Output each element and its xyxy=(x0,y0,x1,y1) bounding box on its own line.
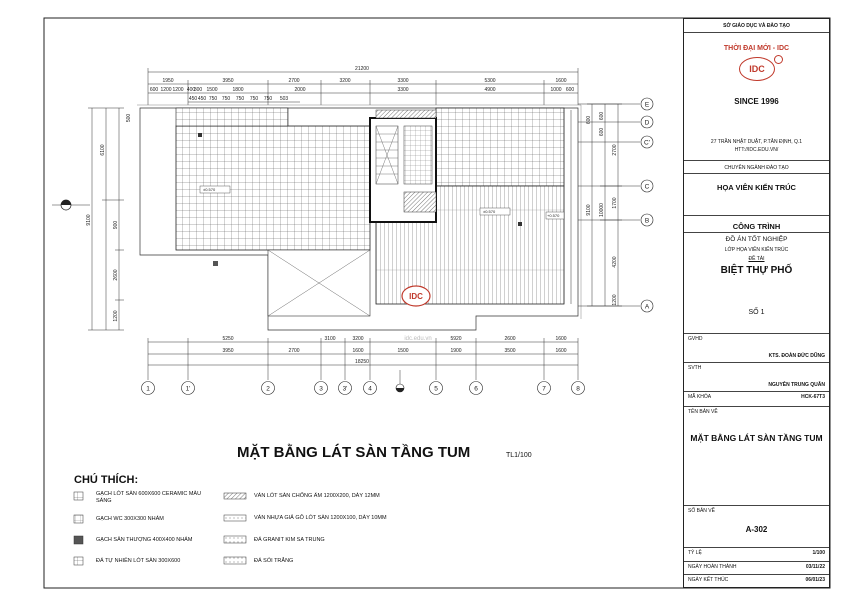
dim-top-r2-1: 600 xyxy=(149,87,159,93)
dim-bot-r2-4: 1500 xyxy=(397,348,409,354)
tb-done: 03/11/22 xyxy=(805,564,825,570)
dim-right-outer: 9100 xyxy=(586,204,592,216)
legend-item-3: GẠCH SÂN THƯỢNG 400X400 NHÁM xyxy=(96,537,193,543)
grid-col-6: 6 xyxy=(474,385,478,393)
dim-top-r2-12: 600 xyxy=(565,87,575,93)
grid-row-c-prime: C' xyxy=(644,139,650,147)
grid-col-3-prime: 3' xyxy=(342,385,348,393)
drawing-scale-note: TL1/100 xyxy=(506,452,532,459)
dim-top-r3-1: 450 xyxy=(188,96,198,102)
tb-topic: BIỆT THỰ PHỐ xyxy=(720,265,793,276)
dim-left-4: 2600 xyxy=(113,269,119,281)
dim-bot-overall: 18250 xyxy=(355,359,369,365)
tb-topic-label: ĐỀ TÀI xyxy=(748,256,765,262)
legend-item-8: ĐÁ SỎI TRẮNG xyxy=(254,558,294,564)
dim-left-3: 900 xyxy=(113,220,119,230)
upper-tile-area xyxy=(436,108,564,186)
dim-top-r2-3: 1200 xyxy=(172,87,184,93)
tb-sheet-no-label: SỐ BẢN VẼ xyxy=(688,508,715,514)
dim-top-r2-2: 1200 xyxy=(160,87,172,93)
tb-project: ĐỒ ÁN TỐT NGHIỆP xyxy=(725,236,788,243)
dim-top-5: 3300 xyxy=(397,78,409,84)
drawing-title: MẶT BẰNG LÁT SÀN TẦNG TUM xyxy=(237,444,471,461)
tb-gvhd-label: GVHD xyxy=(688,336,703,342)
section-marker-bottom xyxy=(396,370,404,392)
dim-top-2: 3950 xyxy=(222,78,234,84)
grid-col-7: 7 xyxy=(542,385,546,393)
tb-sheet-name: MẶT BẰNG LÁT SÀN TẦNG TUM xyxy=(690,433,823,443)
floor-plan xyxy=(137,105,581,330)
tb-khoa: HCK-67T3 xyxy=(801,394,825,400)
tb-svth: NGUYỄN TRUNG QUÂN xyxy=(768,382,825,388)
dim-bot-1: 5250 xyxy=(222,336,234,342)
level-tag-1: ±0.570 xyxy=(203,187,216,192)
grid-col-2: 2 xyxy=(266,385,270,393)
dim-bot-r2-2: 2700 xyxy=(288,348,300,354)
dim-right-3: 4200 xyxy=(612,256,618,268)
dim-bot-r2-7: 1600 xyxy=(555,348,567,354)
legend-item-5: VÁN LÓT SÀN CHỐNG ẨM 1200X200, DÀY 12MM xyxy=(254,493,380,499)
level-tag-2: ±0.570 xyxy=(483,209,496,214)
legend-item-1: GẠCH LÓT SÀN 600X600 CERAMIC MÀU SÁNG xyxy=(96,491,202,504)
tb-class: LỚP HỌA VIÊN KIẾN TRÚC xyxy=(724,247,789,253)
dim-right-extra-4: 600 xyxy=(586,115,592,125)
dim-top-r3-8: 503 xyxy=(279,96,289,102)
grid-columns xyxy=(142,382,585,395)
dim-top-r3-6: 750 xyxy=(249,96,259,102)
legend-heading: CHÚ THÍCH: xyxy=(74,474,139,486)
dim-top-7: 1600 xyxy=(555,78,567,84)
watermark-text: idc.edu.vn xyxy=(404,336,432,342)
tb-website: HTT://IDC.EDU.VN/ xyxy=(734,147,779,153)
tb-number: SỐ 1 xyxy=(748,309,765,316)
dim-top-r3-2: 450 xyxy=(197,96,207,102)
dim-top-r2-9: 3300 xyxy=(397,87,409,93)
dim-top-r3-4: 750 xyxy=(221,96,231,102)
tb-since: SINCE 1996 xyxy=(734,97,779,106)
tb-done-label: NGÀY HOÀN THÀNH xyxy=(688,564,737,570)
tb-major: HỌA VIÊN KIẾN TRÚC xyxy=(717,183,796,192)
tb-sheet-no: A-302 xyxy=(745,525,768,534)
grid-row-a: A xyxy=(644,303,650,311)
grid-col-5: 5 xyxy=(434,385,438,393)
section-marker-left xyxy=(52,200,90,210)
dim-right-extra-1: 10000 xyxy=(599,203,605,217)
dim-top-r2-6: 1500 xyxy=(206,87,218,93)
grid-col-4: 4 xyxy=(368,385,372,393)
dim-left-6: 500 xyxy=(126,113,132,123)
dim-top-4: 3200 xyxy=(339,78,351,84)
dim-top-r2-5: 300 xyxy=(193,87,203,93)
grid-row-b: B xyxy=(644,217,650,225)
dim-bot-5: 2600 xyxy=(504,336,516,342)
dim-bot-r2-3: 1600 xyxy=(352,348,364,354)
dim-right-extra-2: 600 xyxy=(599,111,605,121)
dim-right-extra-3: 600 xyxy=(599,127,605,137)
legend-item-2: GẠCH WC 300X300 NHÁM xyxy=(96,516,164,522)
dim-right-4: 1200 xyxy=(612,294,618,306)
grid-row-e: E xyxy=(644,101,650,109)
tb-dept: SỞ GIÁO DỤC VÀ ĐÀO TẠO xyxy=(723,23,790,29)
right-dim-text xyxy=(586,112,618,306)
left-dim-text xyxy=(86,114,132,322)
legend-item-6: VÁN NHỰA GIẢ GỖ LÓT SÀN 1200X100, DÀY 10MM xyxy=(254,515,387,521)
dim-top-3: 2700 xyxy=(288,78,300,84)
grid-col-3: 3 xyxy=(319,385,323,393)
tb-project-label: CÔNG TRÌNH xyxy=(732,222,781,231)
dim-top-1: 1950 xyxy=(162,78,174,84)
legend-item-4: ĐÁ TỰ NHIÊN LÓT SÀN 300X600 xyxy=(96,558,181,564)
dim-right-1: 2700 xyxy=(612,144,618,156)
tb-end-label: NGÀY KẾT THÚC xyxy=(688,577,729,583)
dim-top-r3-3: 750 xyxy=(208,96,218,102)
bottom-dim-text xyxy=(222,336,566,365)
dim-top-r2-8: 2000 xyxy=(294,87,306,93)
tb-svth-label: SVTH xyxy=(688,365,702,371)
tb-khoa-label: MÃ KHÓA xyxy=(688,394,712,400)
dim-top-r3-5: 750 xyxy=(235,96,245,102)
tb-ratio: 1/100 xyxy=(812,550,825,556)
dim-top-r2-11: 1000 xyxy=(550,87,562,93)
tb-logo-mark xyxy=(774,55,783,64)
tb-logo: IDC xyxy=(739,57,775,81)
dim-bot-r2-1: 3950 xyxy=(222,348,234,354)
legend-item-7: ĐÁ GRANIT KIM SA TRUNG xyxy=(254,537,325,543)
dim-bot-r2-5: 1900 xyxy=(450,348,462,354)
title-block xyxy=(683,18,830,588)
dim-overall-top: 21200 xyxy=(355,66,369,72)
tb-school: THỜI ĐẠI MỚI - IDC xyxy=(723,45,790,52)
dim-bot-4: 5920 xyxy=(450,336,462,342)
tb-sheet-name-label: TÊN BẢN VẼ xyxy=(688,409,718,415)
tb-ratio-label: TỶ LỆ xyxy=(688,550,702,556)
grid-col-1: 1 xyxy=(146,385,150,393)
grid-row-d: D xyxy=(644,119,650,127)
dim-bot-2: 3100 xyxy=(324,336,336,342)
dim-top-r2-7: 1800 xyxy=(232,87,244,93)
tb-gvhd: KTS. ĐOÀN ĐỨC DŨNG xyxy=(768,353,825,359)
tb-major-label: CHUYÊN NGÀNH ĐÀO TẠO xyxy=(724,165,789,171)
left-dimensions xyxy=(88,108,124,330)
tb-address: 27 TRẦN NHẬT DUẬT, P.TÂN ĐỊNH, Q.1 xyxy=(710,139,803,145)
dim-right-2: 1700 xyxy=(612,197,618,209)
dim-left-2: 6100 xyxy=(100,144,106,156)
watermark-logo xyxy=(402,286,432,342)
tb-end: 06/01/23 xyxy=(805,577,825,583)
grid-col-1-prime: 1' xyxy=(185,385,191,393)
dim-top-r2-4: 400 xyxy=(186,87,196,93)
dim-top-r2-10: 4900 xyxy=(484,87,496,93)
dim-bot-3: 3200 xyxy=(352,336,364,342)
dim-top-6: 5300 xyxy=(484,78,496,84)
dim-left-5: 1200 xyxy=(113,310,119,322)
dim-top-r3-7: 750 xyxy=(263,96,273,102)
grid-row-c: C xyxy=(644,183,650,191)
grid-col-8: 8 xyxy=(576,385,580,393)
level-tag-3: +0.570 xyxy=(547,213,560,218)
watermark-logo-text: IDC xyxy=(409,292,423,301)
dim-bot-6: 1600 xyxy=(555,336,567,342)
dim-bot-r2-6: 3500 xyxy=(504,348,516,354)
dim-left-1: 9100 xyxy=(86,214,92,226)
